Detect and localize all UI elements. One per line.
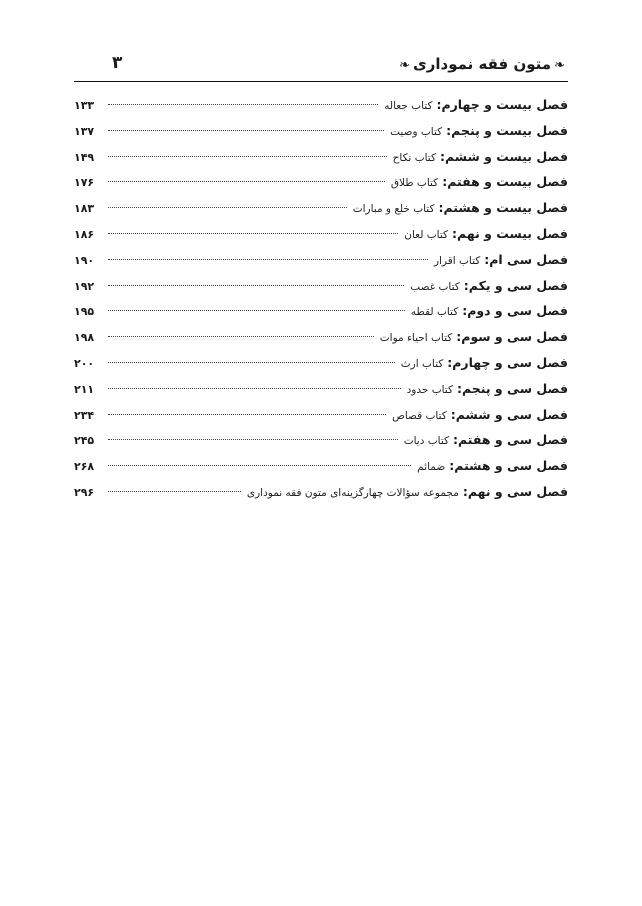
toc-dot-leader xyxy=(108,233,398,234)
toc-entry xyxy=(74,427,568,453)
toc-subject: کتاب وصیت xyxy=(390,125,443,138)
toc-separator: : xyxy=(463,277,469,293)
toc-chapter-title: فصل سی و پنجم xyxy=(461,380,568,396)
toc-entry xyxy=(74,144,568,170)
page-header xyxy=(74,52,568,80)
page-number: ۳ xyxy=(112,53,123,73)
header-divider xyxy=(74,81,568,82)
toc-chapter-title: فصل سی و سوم xyxy=(461,329,568,345)
toc-dot-leader xyxy=(108,310,405,311)
toc-separator: : xyxy=(453,432,458,448)
toc-chapter-title: فصل سی و هشتم xyxy=(454,458,568,474)
toc-page-number: ۱۹۸ xyxy=(74,331,95,345)
toc-chapter-title: فصل بیست و چهارم xyxy=(441,97,568,112)
toc-entry xyxy=(74,298,568,324)
toc-entry xyxy=(74,402,568,428)
toc-dot-leader xyxy=(108,439,398,440)
toc-separator: : xyxy=(438,200,444,216)
toc-separator: : xyxy=(436,97,442,112)
toc-chapter-title: فصل بیست و هشتم xyxy=(443,200,568,216)
toc-dot-leader xyxy=(108,156,387,157)
toc-separator: : xyxy=(439,148,445,164)
toc-page-number: ۲۹۶ xyxy=(74,485,95,499)
toc-dot-leader xyxy=(108,414,386,415)
toc-chapter-title: فصل بیست و پنجم xyxy=(451,122,568,138)
toc-subject: کتاب حدود xyxy=(406,383,453,396)
toc-dot-leader xyxy=(108,259,428,260)
toc-entry xyxy=(74,221,568,247)
toc-entry xyxy=(74,350,568,376)
toc-subject: کتاب اقرار xyxy=(433,254,481,267)
toc-subject: کتاب طلاق xyxy=(390,177,439,190)
toc-page-number: ۲۴۵ xyxy=(74,434,95,448)
ornament-right-icon: ❧ xyxy=(554,58,565,73)
toc-chapter-title: فصل سی و دوم xyxy=(467,303,568,319)
toc-chapter-title: فصل بیست و نهم xyxy=(457,225,568,241)
toc-page-number: ۱۳۷ xyxy=(74,124,95,138)
toc-separator: : xyxy=(442,174,448,190)
toc-dot-leader xyxy=(108,130,384,131)
toc-separator: : xyxy=(462,483,468,499)
toc-subject: کتاب خلع و مبارات xyxy=(352,203,435,216)
toc-dot-leader xyxy=(108,207,347,208)
toc-dot-leader xyxy=(108,104,378,105)
toc-chapter-title: فصل سی ام xyxy=(489,251,568,267)
toc-chapter-title: فصل بیست و هفتم xyxy=(447,174,568,190)
ornament-left-icon: ❧ xyxy=(399,58,410,73)
toc-page-number: ۱۹۰ xyxy=(74,253,95,267)
toc-dot-leader xyxy=(108,336,374,337)
toc-separator: : xyxy=(449,458,455,474)
toc-separator: : xyxy=(450,406,456,422)
toc-page-number: ۱۷۶ xyxy=(74,176,95,190)
toc-dot-leader xyxy=(108,491,241,492)
toc-entry xyxy=(74,169,568,195)
toc-separator: : xyxy=(452,225,458,241)
toc-subject: کتاب احیاء موات xyxy=(379,332,453,345)
toc-dot-leader xyxy=(108,465,411,466)
toc-subject: کتاب قصاص xyxy=(392,409,447,422)
toc-page-number: ۱۳۳ xyxy=(74,99,95,112)
table-of-contents xyxy=(74,92,568,505)
toc-dot-leader xyxy=(108,362,395,363)
toc-subject: کتاب نکاح xyxy=(392,151,436,164)
toc-dot-leader xyxy=(108,285,404,286)
toc-subject: کتاب لعان xyxy=(404,228,449,241)
toc-chapter-title: فصل بیست و ششم xyxy=(444,148,568,164)
toc-entry xyxy=(74,195,568,221)
running-title-text: متون فقه نموداری xyxy=(413,55,552,73)
toc-subject: کتاب لقطه xyxy=(410,306,459,319)
toc-entry xyxy=(74,247,568,273)
toc-chapter-title: فصل سی و چهارم xyxy=(452,354,568,370)
toc-entry xyxy=(74,273,568,299)
toc-page-number: ۱۸۶ xyxy=(74,227,95,241)
toc-separator: : xyxy=(456,329,462,345)
toc-entry xyxy=(74,376,568,402)
toc-entry xyxy=(74,324,568,350)
toc-page-number: ۱۸۳ xyxy=(74,202,95,216)
toc-dot-leader xyxy=(108,181,385,182)
toc-page-number: ۱۹۲ xyxy=(74,279,95,293)
toc-entry xyxy=(74,479,568,505)
toc-chapter-title: فصل سی و ششم xyxy=(455,406,568,422)
toc-subject: کتاب دیات xyxy=(403,435,449,448)
toc-page-number: ۲۰۰ xyxy=(74,356,95,370)
toc-chapter-title: فصل سی و هفتم xyxy=(458,432,568,448)
toc-chapter-title: فصل سی و یکم xyxy=(468,277,568,293)
toc-page-number: ۱۹۵ xyxy=(74,305,95,319)
toc-page-number: ۱۴۹ xyxy=(74,150,95,164)
toc-entry xyxy=(74,453,568,479)
toc-separator: : xyxy=(447,354,453,370)
toc-entry xyxy=(74,118,568,144)
toc-dot-leader xyxy=(108,388,401,389)
toc-page-number: ۲۳۴ xyxy=(74,408,95,422)
toc-separator: : xyxy=(484,251,490,267)
toc-subject: کتاب غصب xyxy=(410,280,460,293)
toc-subject: ضمائم xyxy=(417,461,446,474)
running-title xyxy=(396,54,568,76)
toc-separator: : xyxy=(456,380,462,396)
toc-subject: مجموعه سؤالات چهارگزینه‌ای متون فقه نموداری xyxy=(246,486,459,499)
toc-entry xyxy=(74,92,568,118)
toc-subject: کتاب ارث xyxy=(400,357,444,370)
toc-separator: : xyxy=(462,303,468,319)
toc-separator: : xyxy=(446,122,452,138)
toc-page-number: ۲۱۱ xyxy=(74,382,95,396)
toc-chapter-title: فصل سی و نهم xyxy=(467,483,568,499)
toc-page-number: ۲۶۸ xyxy=(74,460,95,474)
toc-subject: کتاب جعاله xyxy=(384,100,433,112)
